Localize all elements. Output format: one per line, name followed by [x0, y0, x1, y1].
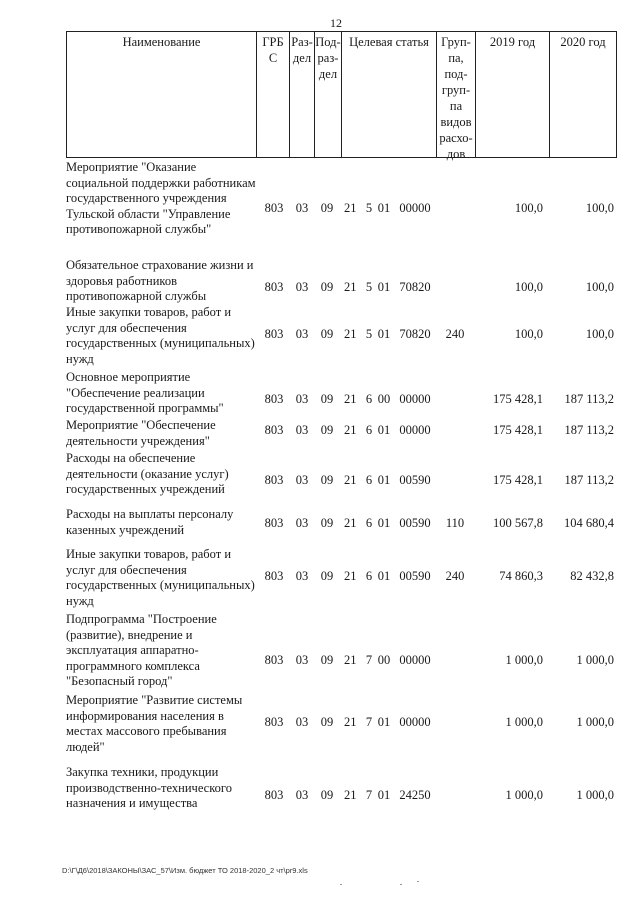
cell-c4: 00000 — [399, 715, 431, 729]
cell-pr: 09 — [320, 788, 334, 802]
cell-v2020: 100,0 — [585, 201, 614, 215]
header-razdel: Раз- дел — [289, 31, 314, 158]
cell-c2: 5 — [365, 280, 373, 294]
cell-c1: 21 — [344, 788, 357, 802]
cell-rz: 03 — [295, 392, 309, 406]
cell-rz: 03 — [295, 201, 309, 215]
cell-grbs: 803 — [264, 280, 284, 294]
header-2020: 2020 год — [549, 31, 617, 158]
cell-c1: 21 — [344, 569, 357, 583]
cell-c3: 01 — [377, 715, 391, 729]
cell-pr: 09 — [320, 516, 334, 530]
cell-v2019: 100,0 — [514, 280, 543, 294]
cell-pr: 09 — [320, 327, 334, 341]
row-name: Мероприятие "Оказание социальной поддержки работникам государственного учреждения Тульской области "Управление противопожарной службы" — [66, 160, 256, 236]
cell-pr: 09 — [320, 423, 334, 437]
row-name: Мероприятие "Обеспечение деятельности учреждения" — [66, 418, 216, 448]
cell-grbs: 803 — [264, 392, 284, 406]
cell-c1: 21 — [344, 653, 357, 667]
cell-grbs: 803 — [264, 653, 284, 667]
cell-c3: 00 — [377, 392, 391, 406]
row-name: Расходы на выплаты персоналу казенных учреждений — [66, 507, 234, 537]
row-name: Закупка техники, продукции производственно-технического назначения и имущества — [66, 765, 232, 810]
cell-c2: 6 — [365, 423, 373, 437]
cell-v2019: 175 428,1 — [493, 423, 543, 437]
cell-c2: 6 — [365, 392, 373, 406]
cell-c3: 01 — [377, 201, 391, 215]
cell-v2019: 1 000,0 — [505, 788, 543, 802]
cell-grbs: 803 — [264, 516, 284, 530]
cell-v2020: 187 113,2 — [564, 392, 614, 406]
cell-c2: 5 — [365, 327, 373, 341]
cell-grbs: 803 — [264, 473, 284, 487]
cell-v2019: 175 428,1 — [493, 473, 543, 487]
cell-c2: 7 — [365, 653, 373, 667]
cell-c2: 5 — [365, 201, 373, 215]
cell-pr: 09 — [320, 473, 334, 487]
cell-v2020: 100,0 — [585, 327, 614, 341]
cell-c3: 01 — [377, 280, 391, 294]
cell-vr: 110 — [445, 516, 465, 530]
cell-pr: 09 — [320, 201, 334, 215]
cell-grbs: 803 — [264, 201, 284, 215]
cell-c3: 01 — [377, 473, 391, 487]
cell-c1: 21 — [344, 715, 357, 729]
cell-c1: 21 — [344, 327, 357, 341]
cell-c4: 00590 — [399, 569, 431, 583]
cell-v2020: 100,0 — [585, 280, 614, 294]
cell-vr: 240 — [445, 327, 465, 341]
cell-grbs: 803 — [264, 569, 284, 583]
row-name: Расходы на обеспечение деятельности (оказание услуг) государственных учреждений — [66, 451, 229, 496]
cell-c3: 01 — [377, 327, 391, 341]
row-name: Подпрограмма "Построение (развитие), внедрение и эксплуатация аппаратно-программного комплекса "Безопасный город" — [66, 612, 217, 688]
header-grbs: ГРБ С — [256, 31, 289, 158]
cell-c4: 00000 — [399, 423, 431, 437]
cell-c1: 21 — [344, 423, 357, 437]
cell-grbs: 803 — [264, 327, 284, 341]
cell-v2020: 1 000,0 — [576, 788, 614, 802]
cell-c3: 00 — [377, 653, 391, 667]
cell-c4: 00000 — [399, 201, 431, 215]
cell-v2019: 74 860,3 — [499, 569, 543, 583]
cell-pr: 09 — [320, 569, 334, 583]
cell-c4: 00590 — [399, 516, 431, 530]
cell-c2: 6 — [365, 569, 373, 583]
cell-rz: 03 — [295, 569, 309, 583]
cell-v2019: 100,0 — [514, 201, 543, 215]
cell-rz: 03 — [295, 473, 309, 487]
cell-v2019: 175 428,1 — [493, 392, 543, 406]
cell-c2: 7 — [365, 715, 373, 729]
cell-grbs: 803 — [264, 423, 284, 437]
cell-c1: 21 — [344, 201, 357, 215]
scan-speck — [400, 884, 402, 885]
cell-rz: 03 — [295, 788, 309, 802]
cell-v2020: 1 000,0 — [576, 715, 614, 729]
cell-rz: 03 — [295, 715, 309, 729]
row-name: Основное мероприятие "Обеспечение реализации государственной программы" — [66, 370, 224, 415]
cell-v2020: 1 000,0 — [576, 653, 614, 667]
cell-v2020: 187 113,2 — [564, 473, 614, 487]
cell-v2019: 1 000,0 — [505, 653, 543, 667]
cell-v2019: 100,0 — [514, 327, 543, 341]
page-number: 12 — [330, 16, 342, 30]
cell-c2: 7 — [365, 788, 373, 802]
header-target: Целевая статья — [341, 31, 436, 158]
cell-pr: 09 — [320, 715, 334, 729]
cell-c1: 21 — [344, 280, 357, 294]
cell-vr: 240 — [445, 569, 465, 583]
header-podrazdel: Под- раз- дел — [314, 31, 341, 158]
cell-c4: 00000 — [399, 392, 431, 406]
cell-v2020: 82 432,8 — [570, 569, 614, 583]
row-name: Иные закупки товаров, работ и услуг для обеспечения государственных (муниципальных) нужд — [66, 305, 255, 366]
cell-pr: 09 — [320, 392, 334, 406]
cell-grbs: 803 — [264, 788, 284, 802]
cell-rz: 03 — [295, 516, 309, 530]
scan-speck — [340, 884, 342, 885]
cell-v2020: 104 680,4 — [564, 516, 614, 530]
cell-v2020: 187 113,2 — [564, 423, 614, 437]
cell-c3: 01 — [377, 788, 391, 802]
cell-v2019: 1 000,0 — [505, 715, 543, 729]
row-name: Обязательное страхование жизни и здоровья работников противопожарной службы — [66, 258, 254, 303]
cell-c2: 6 — [365, 516, 373, 530]
cell-grbs: 803 — [264, 715, 284, 729]
file-path-footer: D:\Г\Д6\2018\ЗАКОНЫ\ЗАС_57\Изм. бюджет ТО 2018-2020_2 чт\pr9.xls — [62, 866, 308, 875]
cell-c4: 00590 — [399, 473, 431, 487]
cell-pr: 09 — [320, 280, 334, 294]
cell-c3: 01 — [377, 423, 391, 437]
row-name: Иные закупки товаров, работ и услуг для обеспечения государственных (муниципальных) нужд — [66, 547, 255, 608]
header-name: Наименование — [66, 31, 256, 158]
cell-v2019: 100 567,8 — [493, 516, 543, 530]
header-group: Груп- па, под- груп- па видов расхо- дов — [436, 31, 475, 158]
header-2019: 2019 год — [475, 31, 549, 158]
cell-pr: 09 — [320, 653, 334, 667]
row-name: Мероприятие "Развитие системы информирования населения в местах массового пребывания людей" — [66, 693, 243, 754]
cell-c4: 00000 — [399, 653, 431, 667]
cell-rz: 03 — [295, 653, 309, 667]
cell-c4: 70820 — [399, 280, 431, 294]
cell-c1: 21 — [344, 473, 357, 487]
cell-rz: 03 — [295, 280, 309, 294]
cell-c3: 01 — [377, 569, 391, 583]
cell-c4: 70820 — [399, 327, 431, 341]
scan-speck — [417, 881, 419, 882]
cell-c4: 24250 — [399, 788, 431, 802]
cell-c1: 21 — [344, 392, 357, 406]
cell-c3: 01 — [377, 516, 391, 530]
cell-c1: 21 — [344, 516, 357, 530]
cell-c2: 6 — [365, 473, 373, 487]
cell-rz: 03 — [295, 423, 309, 437]
cell-rz: 03 — [295, 327, 309, 341]
